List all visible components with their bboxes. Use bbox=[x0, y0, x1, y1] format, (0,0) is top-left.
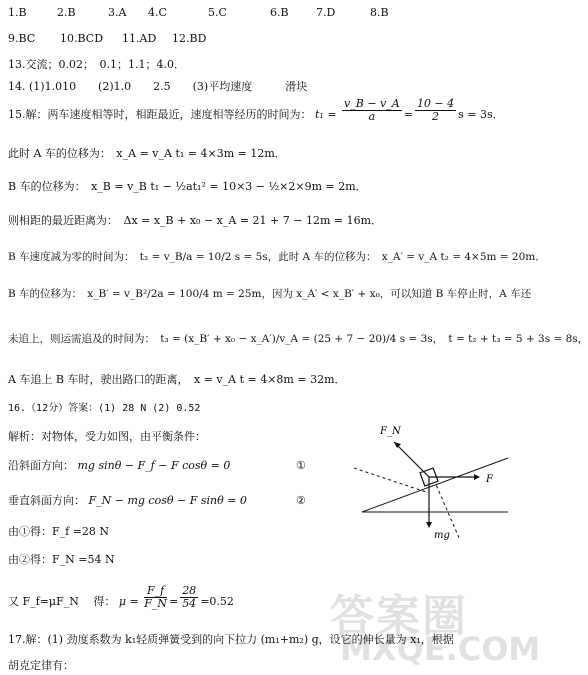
watermark-top: 答案圈 bbox=[330, 591, 468, 642]
answer-10: 10.BCD bbox=[60, 32, 104, 45]
q15-line-3: B 车的位移为： x_B = v_B t₁ − ½at₁² = 10×3 − ½×2×9m = 2m． bbox=[8, 180, 367, 193]
q15-frac-1-num: v_B − v_A bbox=[344, 97, 400, 110]
q16-r3-tail: =0.52 bbox=[200, 595, 234, 608]
mg-arrowhead bbox=[426, 522, 432, 528]
q15-frac-1-den: a bbox=[368, 110, 376, 123]
q16-frac-2 bbox=[180, 585, 198, 610]
q16-frac-1 bbox=[144, 585, 167, 610]
q16-r3-mu: μ = bbox=[118, 595, 139, 608]
answer-8: 8.B bbox=[370, 6, 389, 19]
label-fn: F_N bbox=[380, 426, 401, 437]
q16-frac-2-num: 28 bbox=[182, 584, 197, 597]
answer-1: 1.B bbox=[8, 6, 27, 19]
label-mg: mg bbox=[434, 530, 450, 541]
answer-12: 12.BD bbox=[172, 32, 207, 45]
label-f: F bbox=[486, 474, 493, 485]
q15-frac-1 bbox=[342, 98, 402, 123]
q15-frac-2 bbox=[415, 98, 456, 123]
fn-arrow bbox=[394, 442, 429, 477]
force-diagram bbox=[330, 420, 513, 545]
q15-frac-2-num: 10 − 4 bbox=[416, 97, 455, 110]
q16-eq1-label: 沿斜面方向： bbox=[8, 459, 74, 472]
answer-9: 9.BC bbox=[8, 32, 36, 45]
q15-frac-2-den: 2 bbox=[432, 110, 440, 123]
q16-eq2-number: ② bbox=[296, 494, 306, 507]
fn-arrowhead bbox=[394, 442, 401, 448]
q15-line-1: 15.解：两车速度相等时，相距最近，速度相等经历的时间为： t₁ = $\frac{v\_B - v\_A}{a}$ = $\frac{10 - 4}{2}$ s = 3s． bbox=[8, 97, 504, 123]
q16-result-3: 又 F_f=μF_N 得： μ = $\frac{F\_f}{F\_N}$ = $\frac{28}{54}$ =0.52 bbox=[8, 584, 234, 610]
watermark-bottom: MXQE.COM bbox=[340, 630, 541, 668]
answer-5: 5.C bbox=[208, 6, 227, 19]
q15-l1-tail: s = 3s． bbox=[458, 108, 504, 121]
q16-heading: 16.（12分）答案：(1) 28 N (2) 0.52 bbox=[8, 403, 201, 414]
answer-6: 6.B bbox=[270, 6, 289, 19]
q16-result-1: 由①得：F_f =28 N bbox=[8, 525, 110, 538]
q16-eq1-number: ① bbox=[296, 459, 306, 472]
q15-l1-text: 15.解：两车速度相等时，相距最近，速度相等经历的时间为： bbox=[8, 108, 312, 121]
q14-line: 14. (1)1.010 (2)1.0 2.5 (3)平均速度 滑块 bbox=[8, 80, 308, 93]
q16-frac-1-num: F_f bbox=[144, 585, 167, 598]
q16-eq2 bbox=[8, 495, 247, 506]
q15-line-6: B 车的位移为： x_B′ = v_B²/2a = 100/4 m = 25m，因为 x_A′ < x_B′ + x₀，可以知道 B 车停止时，A 车还 bbox=[8, 288, 532, 300]
q15-line-8: A 车追上 B 车时，驶出路口的距离， x = v_A t = 4×8m = 32m． bbox=[8, 373, 346, 386]
incline-surface bbox=[362, 458, 508, 512]
answer-11: 11.AD bbox=[122, 32, 157, 45]
q15-line-5: B 车速度减为零的时间为： t₂ = v_B/a = 10/2 s = 5s，此时 A 车的位移为： x_A′ = v_A t₂ = 4×5m = 20m． bbox=[8, 251, 546, 263]
q16-eq2-body: F_N − mg cosθ − F sinθ = 0 bbox=[88, 494, 247, 507]
q16-result-2: 由②得：F_N =54 N bbox=[8, 553, 115, 566]
answer-3: 3.A bbox=[108, 6, 127, 19]
q15-l1-eq-left: t₁ = bbox=[315, 108, 337, 121]
q17-line-1: 17.解：(1) 劲度系数为 k₁轻质弹簧受到的向下拉力 (m₁+m₂) g，设它的伸长量为 x₁，根据 bbox=[8, 633, 454, 646]
q16-frac-2-den: 54 bbox=[182, 597, 197, 610]
q16-analysis: 解析：对物体，受力如图，由平衡条件： bbox=[8, 430, 206, 443]
q17-line-2: 胡克定律有： bbox=[8, 659, 74, 672]
q16-eq1-body: mg sinθ − F_f − F cosθ = 0 bbox=[77, 459, 231, 472]
q15-line-2: 此时 A 车的位移为： x_A = v_A t₁ = 4×3m = 12m． bbox=[8, 147, 286, 160]
q16-r3-prefix: 又 F_f=μF_N 得： bbox=[8, 595, 116, 608]
q15-line-7: 未追上，则运需追及的时间为： t₃ = (x_B′ + x₀ − x_A′)/v_A = (25 + 7 − 20)/4 s = 3s， t = t₂ + t₃ = 5 + 3s = 8s， bbox=[8, 333, 588, 345]
answer-7: 7.D bbox=[316, 6, 336, 19]
q16-eq2-label: 垂直斜面方向： bbox=[8, 494, 85, 507]
f-arrowhead bbox=[474, 474, 480, 480]
answer-4: 4.C bbox=[148, 6, 167, 19]
q15-line-4: 则相距的最近距离为： Δx = x_B + x₀ − x_A = 21 + 7 − 12m = 16m． bbox=[8, 214, 383, 227]
answer-2: 2.B bbox=[57, 6, 76, 19]
dashed-extension bbox=[354, 468, 426, 492]
q13-line: 13.交流；0.02； 0.1；1.1；4.0． bbox=[8, 58, 185, 71]
q16-eq1 bbox=[8, 460, 230, 471]
q16-frac-1-den: F_N bbox=[144, 597, 167, 610]
